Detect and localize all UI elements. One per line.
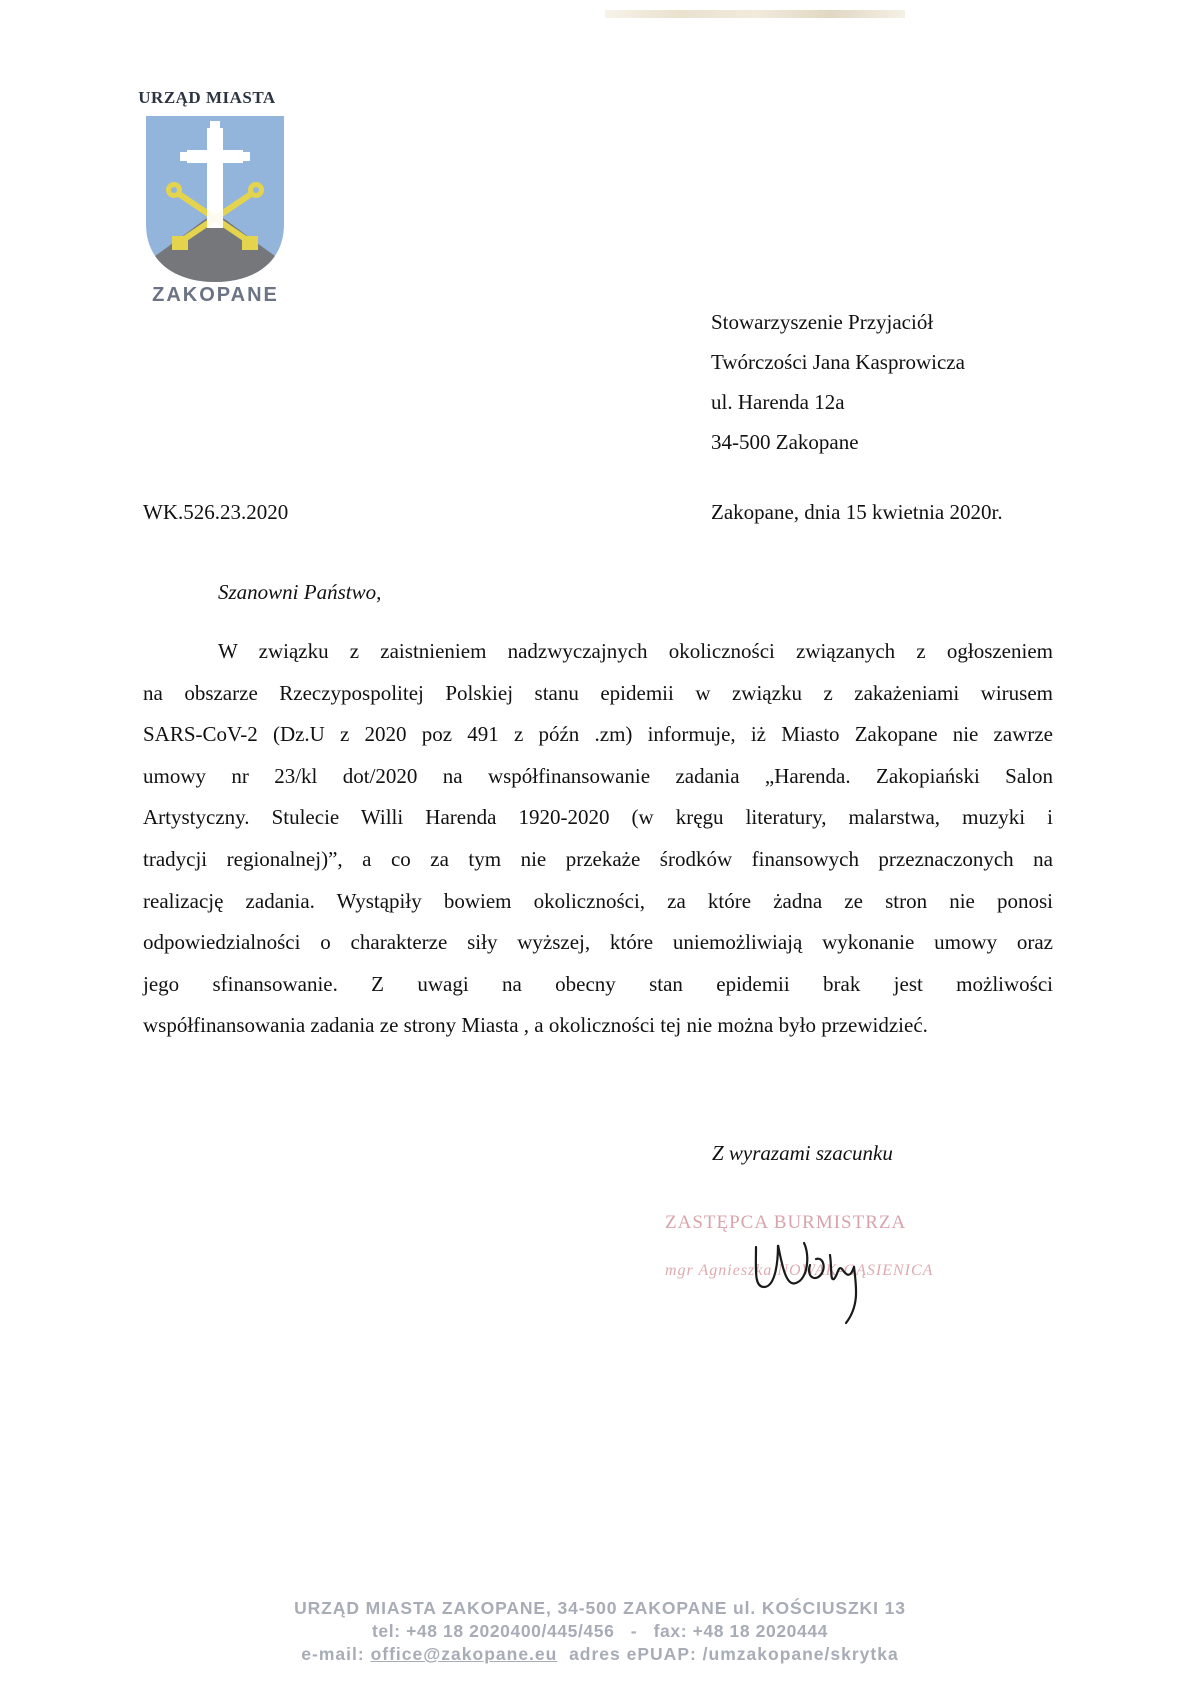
recipient-line: 34-500 Zakopane [711, 430, 859, 454]
office-name: URZĄD MIASTA [138, 88, 276, 107]
recipient-line: ul. Harenda 12a [711, 390, 845, 414]
recipient-address [711, 302, 965, 462]
stamp-title: ZASTĘPCA BURMISTRZA [665, 1212, 907, 1233]
body-line: Artystyczny. Stulecie Willi Harenda 1920-2020 (w kręgu literatury, malarstwa, muzyki i [143, 805, 1053, 830]
footer-contacts [0, 1620, 1200, 1643]
footer-email-link[interactable]: office@zakopane.eu [370, 1644, 558, 1664]
letter-body [143, 631, 1053, 1047]
closing: Z wyrazami szacunku [712, 1141, 893, 1165]
footer-epuap: adres ePUAP: /umzakopane/skrytka [569, 1644, 899, 1664]
recipient-line: Twórczości Jana Kasprowicza [711, 350, 965, 374]
body-line: odpowiedzialności o charakterze siły wyższej, które uniemożliwiają wykonanie umowy oraz [143, 930, 1053, 955]
scan-artifact [605, 10, 905, 18]
date-line: Zakopane, dnia 15 kwietnia 2020r. [711, 500, 1003, 524]
footer-emails [0, 1643, 1200, 1666]
footer-email-label: e-mail: [301, 1644, 365, 1664]
footer-phone: tel: +48 18 2020400/445/456 [371, 1621, 615, 1641]
handwritten-signature [748, 1225, 948, 1330]
body-line: umowy nr 23/kl dot/2020 na współfinansowanie zadania „Harenda. Zakopiański Salon [143, 763, 1053, 788]
zakopane-crest-icon [142, 114, 288, 286]
body-line: tradycji regionalnej)”, a co za tym nie przekaże środków finansowych przeznaczonych na [143, 846, 1053, 871]
body-line: W związku z zaistnieniem nadzwyczajnych okoliczności związanych z ogłoszeniem [218, 639, 1053, 663]
body-line: jego sfinansowanie. Z uwagi na obecny stan epidemii brak jest możliwości [143, 971, 1053, 996]
body-line: na obszarze Rzeczypospolitej Polskiej stanu epidemii w związku z zakażeniami wirusem [143, 680, 1053, 705]
stamp-name: mgr Agnieszka NOWAK-GĄSIENICA [665, 1262, 934, 1279]
body-line: współfinansowania zadania ze strony Miasta , a okoliczności tej nie można było przewidzieć. [143, 1013, 928, 1038]
footer [0, 1597, 1200, 1666]
reference-number: WK.526.23.2020 [143, 500, 289, 524]
recipient-line: Stowarzyszenie Przyjaciół [711, 310, 934, 334]
footer-separator: - [630, 1621, 638, 1641]
letterhead [132, 88, 302, 306]
body-line: SARS-CoV-2 (Dz.U z 2020 poz 491 z późn .zm) informuje, iż Miasto Zakopane nie zawrze [143, 722, 1053, 747]
city-name: ZAKOPANE [152, 284, 279, 306]
salutation: Szanowni Państwo, [218, 580, 382, 604]
footer-address: URZĄD MIASTA ZAKOPANE, 34-500 ZAKOPANE ul. KOŚCIUSZKI 13 [294, 1598, 906, 1618]
footer-fax: fax: +48 18 2020444 [653, 1621, 829, 1641]
body-line: realizację zadania. Wystąpiły bowiem okoliczności, za które żadna ze stron nie ponosi [143, 888, 1053, 913]
